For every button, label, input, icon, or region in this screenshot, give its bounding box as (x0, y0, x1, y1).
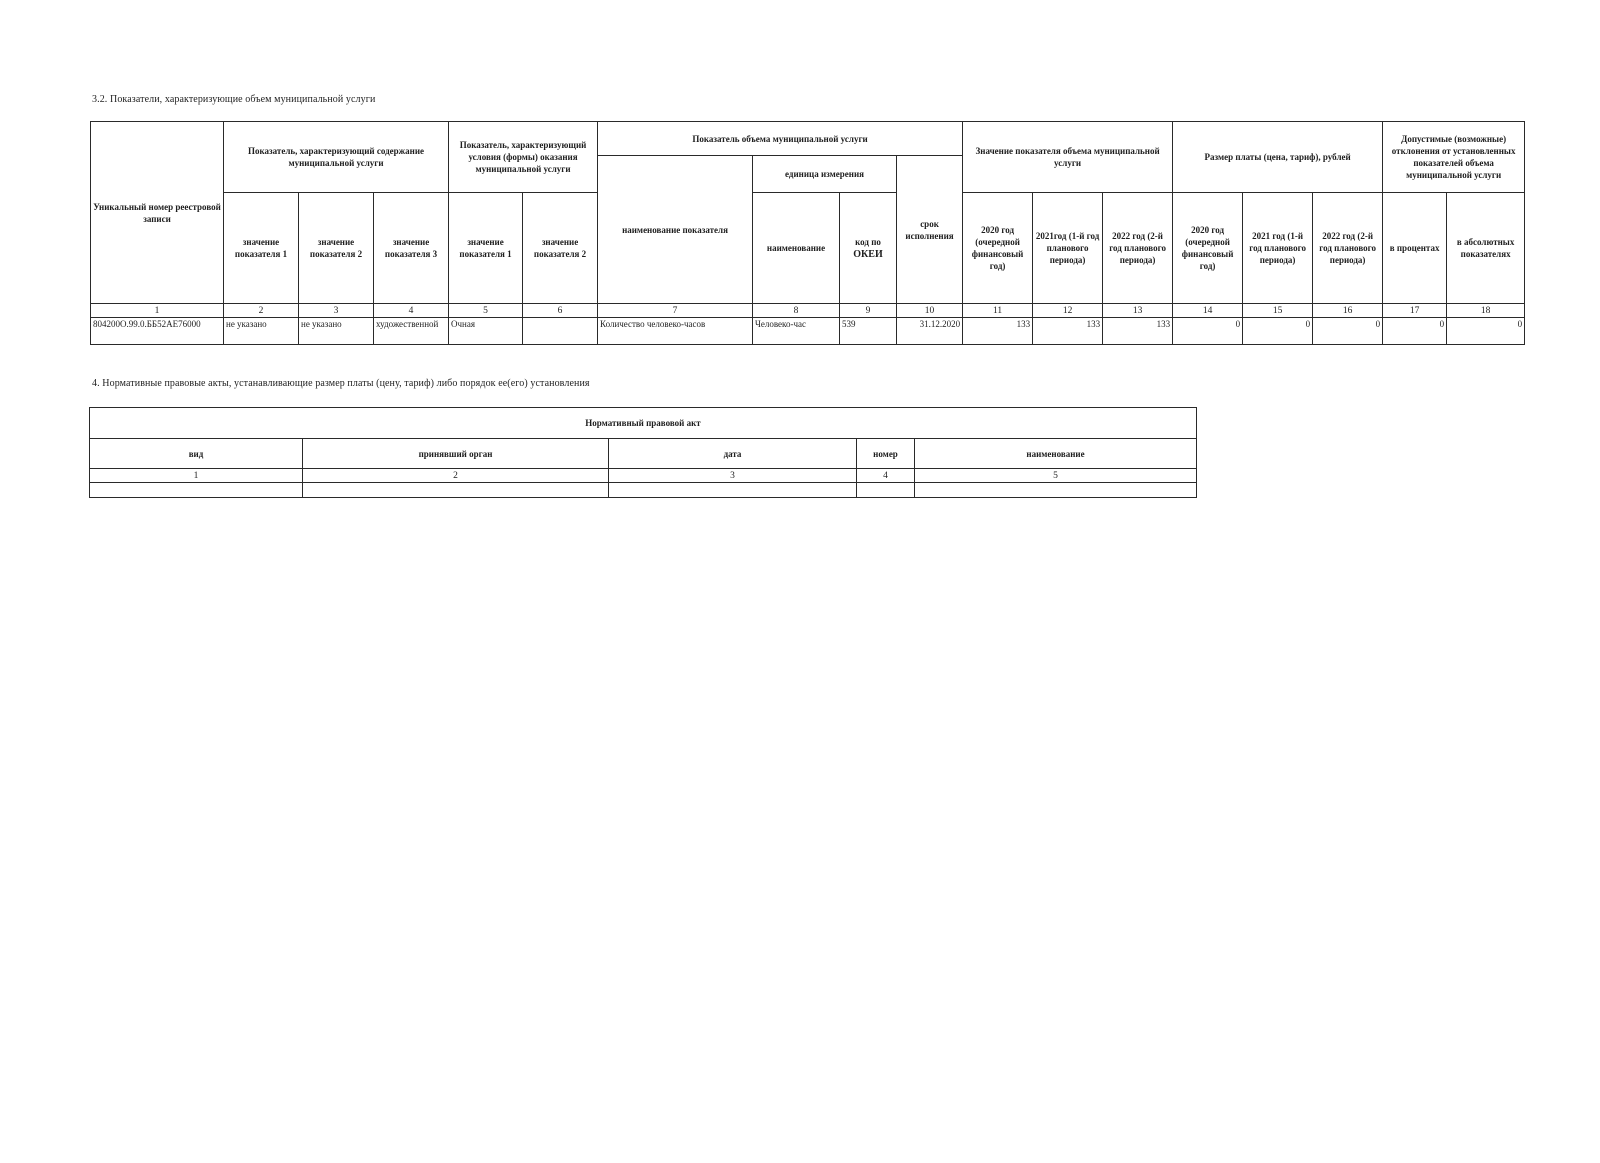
empty-cell (303, 483, 609, 498)
section-4-title: 4. Нормативные правовые акты, устанавливающие размер платы (цену, тариф) либо порядок ее(его) установления (92, 378, 590, 389)
content-value-2-header: значение показателя 2 (299, 193, 374, 304)
deviation-absolute-cell: 0 (1447, 318, 1525, 345)
column-number: 12 (1033, 304, 1103, 318)
unit-name-cell: Человеко-час (753, 318, 840, 345)
value-2020-cell: 133 (963, 318, 1033, 345)
unique-registry-header: Уникальный номер реестровой записи (91, 122, 224, 304)
table-row (91, 318, 1525, 345)
column-number: 14 (1173, 304, 1243, 318)
column-number: 2 (303, 469, 609, 483)
volume-value-group-header: Значение показателя объема муниципальной услуги (963, 122, 1173, 193)
column-number-row (91, 304, 1525, 318)
deviation-percent-cell: 0 (1383, 318, 1447, 345)
column-number: 6 (523, 304, 598, 318)
section-3-2-title: 3.2. Показатели, характеризующие объем муниципальной услуги (92, 94, 376, 105)
column-number: 5 (915, 469, 1197, 483)
column-number: 5 (449, 304, 523, 318)
unit-group-header: единица измерения (753, 156, 897, 193)
column-number: 4 (374, 304, 449, 318)
indicator-name-header: наименование показателя (598, 156, 753, 304)
fee-2020-header: 2020 год (очередной финансовый год) (1173, 193, 1243, 304)
term-cell: 31.12.2020 (897, 318, 963, 345)
value-2021-header: 2021год (1-й год планового периода) (1033, 193, 1103, 304)
unit-name-header: наименование (753, 193, 840, 304)
deviation-absolute-header: в абсолютных показателях (1447, 193, 1525, 304)
volume-indicators-table (90, 121, 1525, 345)
column-number: 15 (1243, 304, 1313, 318)
empty-cell (857, 483, 915, 498)
content-indicator-group-header: Показатель, характеризующий содержание муниципальной услуги (224, 122, 449, 193)
column-number-row (90, 469, 1197, 483)
value-2022-cell: 133 (1103, 318, 1173, 345)
legal-act-group-header: Нормативный правовой акт (90, 408, 1197, 439)
column-number: 8 (753, 304, 840, 318)
term-header: срок исполнения (897, 156, 963, 304)
column-number: 16 (1313, 304, 1383, 318)
column-number: 11 (963, 304, 1033, 318)
column-number: 3 (609, 469, 857, 483)
column-number: 4 (857, 469, 915, 483)
fee-2020-cell: 0 (1173, 318, 1243, 345)
column-number: 18 (1447, 304, 1525, 318)
fee-group-header: Размер платы (цена, тариф), рублей (1173, 122, 1383, 193)
condition-value-1-header: значение показателя 1 (449, 193, 523, 304)
conditions-indicator-group-header: Показатель, характеризующий условия (формы) оказания муниципальной услуги (449, 122, 598, 193)
fee-2022-header: 2022 год (2-й год планового периода) (1313, 193, 1383, 304)
value-2020-header: 2020 год (очередной финансовый год) (963, 193, 1033, 304)
act-number-header: номер (857, 439, 915, 469)
deviation-percent-header: в процентах (1383, 193, 1447, 304)
content-value-3-header: значение показателя 3 (374, 193, 449, 304)
issuing-body-header: принявший орган (303, 439, 609, 469)
column-number: 9 (840, 304, 897, 318)
empty-cell (90, 483, 303, 498)
value-2021-cell: 133 (1033, 318, 1103, 345)
table-row (90, 483, 1197, 498)
column-number: 3 (299, 304, 374, 318)
act-name-header: наименование (915, 439, 1197, 469)
condition-value-1-cell: Очная (449, 318, 523, 345)
fee-2022-cell: 0 (1313, 318, 1383, 345)
empty-cell (915, 483, 1197, 498)
column-number: 10 (897, 304, 963, 318)
legal-acts-table (89, 407, 1197, 498)
column-number: 1 (90, 469, 303, 483)
act-date-header: дата (609, 439, 857, 469)
deviation-group-header: Допустимые (возможные) отклонения от установленных показателей объема муниципальной услуги (1383, 122, 1525, 193)
act-type-header: вид (90, 439, 303, 469)
empty-cell (609, 483, 857, 498)
content-value-1-cell: не указано (224, 318, 299, 345)
registry-number-cell: 804200О.99.0.ББ52АЕ76000 (91, 318, 224, 345)
content-value-3-cell: художественной (374, 318, 449, 345)
column-number: 7 (598, 304, 753, 318)
condition-value-2-header: значение показателя 2 (523, 193, 598, 304)
condition-value-2-cell (523, 318, 598, 345)
column-number: 17 (1383, 304, 1447, 318)
fee-2021-cell: 0 (1243, 318, 1313, 345)
indicator-name-cell: Количество человеко-часов (598, 318, 753, 345)
column-number: 13 (1103, 304, 1173, 318)
column-number: 1 (91, 304, 224, 318)
content-value-1-header: значение показателя 1 (224, 193, 299, 304)
volume-indicator-group-header: Показатель объема муниципальной услуги (598, 122, 963, 156)
fee-2021-header: 2021 год (1-й год планового периода) (1243, 193, 1313, 304)
content-value-2-cell: не указано (299, 318, 374, 345)
column-number: 2 (224, 304, 299, 318)
value-2022-header: 2022 год (2-й год планового периода) (1103, 193, 1173, 304)
okei-code-header: код по ОКЕИ (840, 193, 897, 304)
okei-code-cell: 539 (840, 318, 897, 345)
